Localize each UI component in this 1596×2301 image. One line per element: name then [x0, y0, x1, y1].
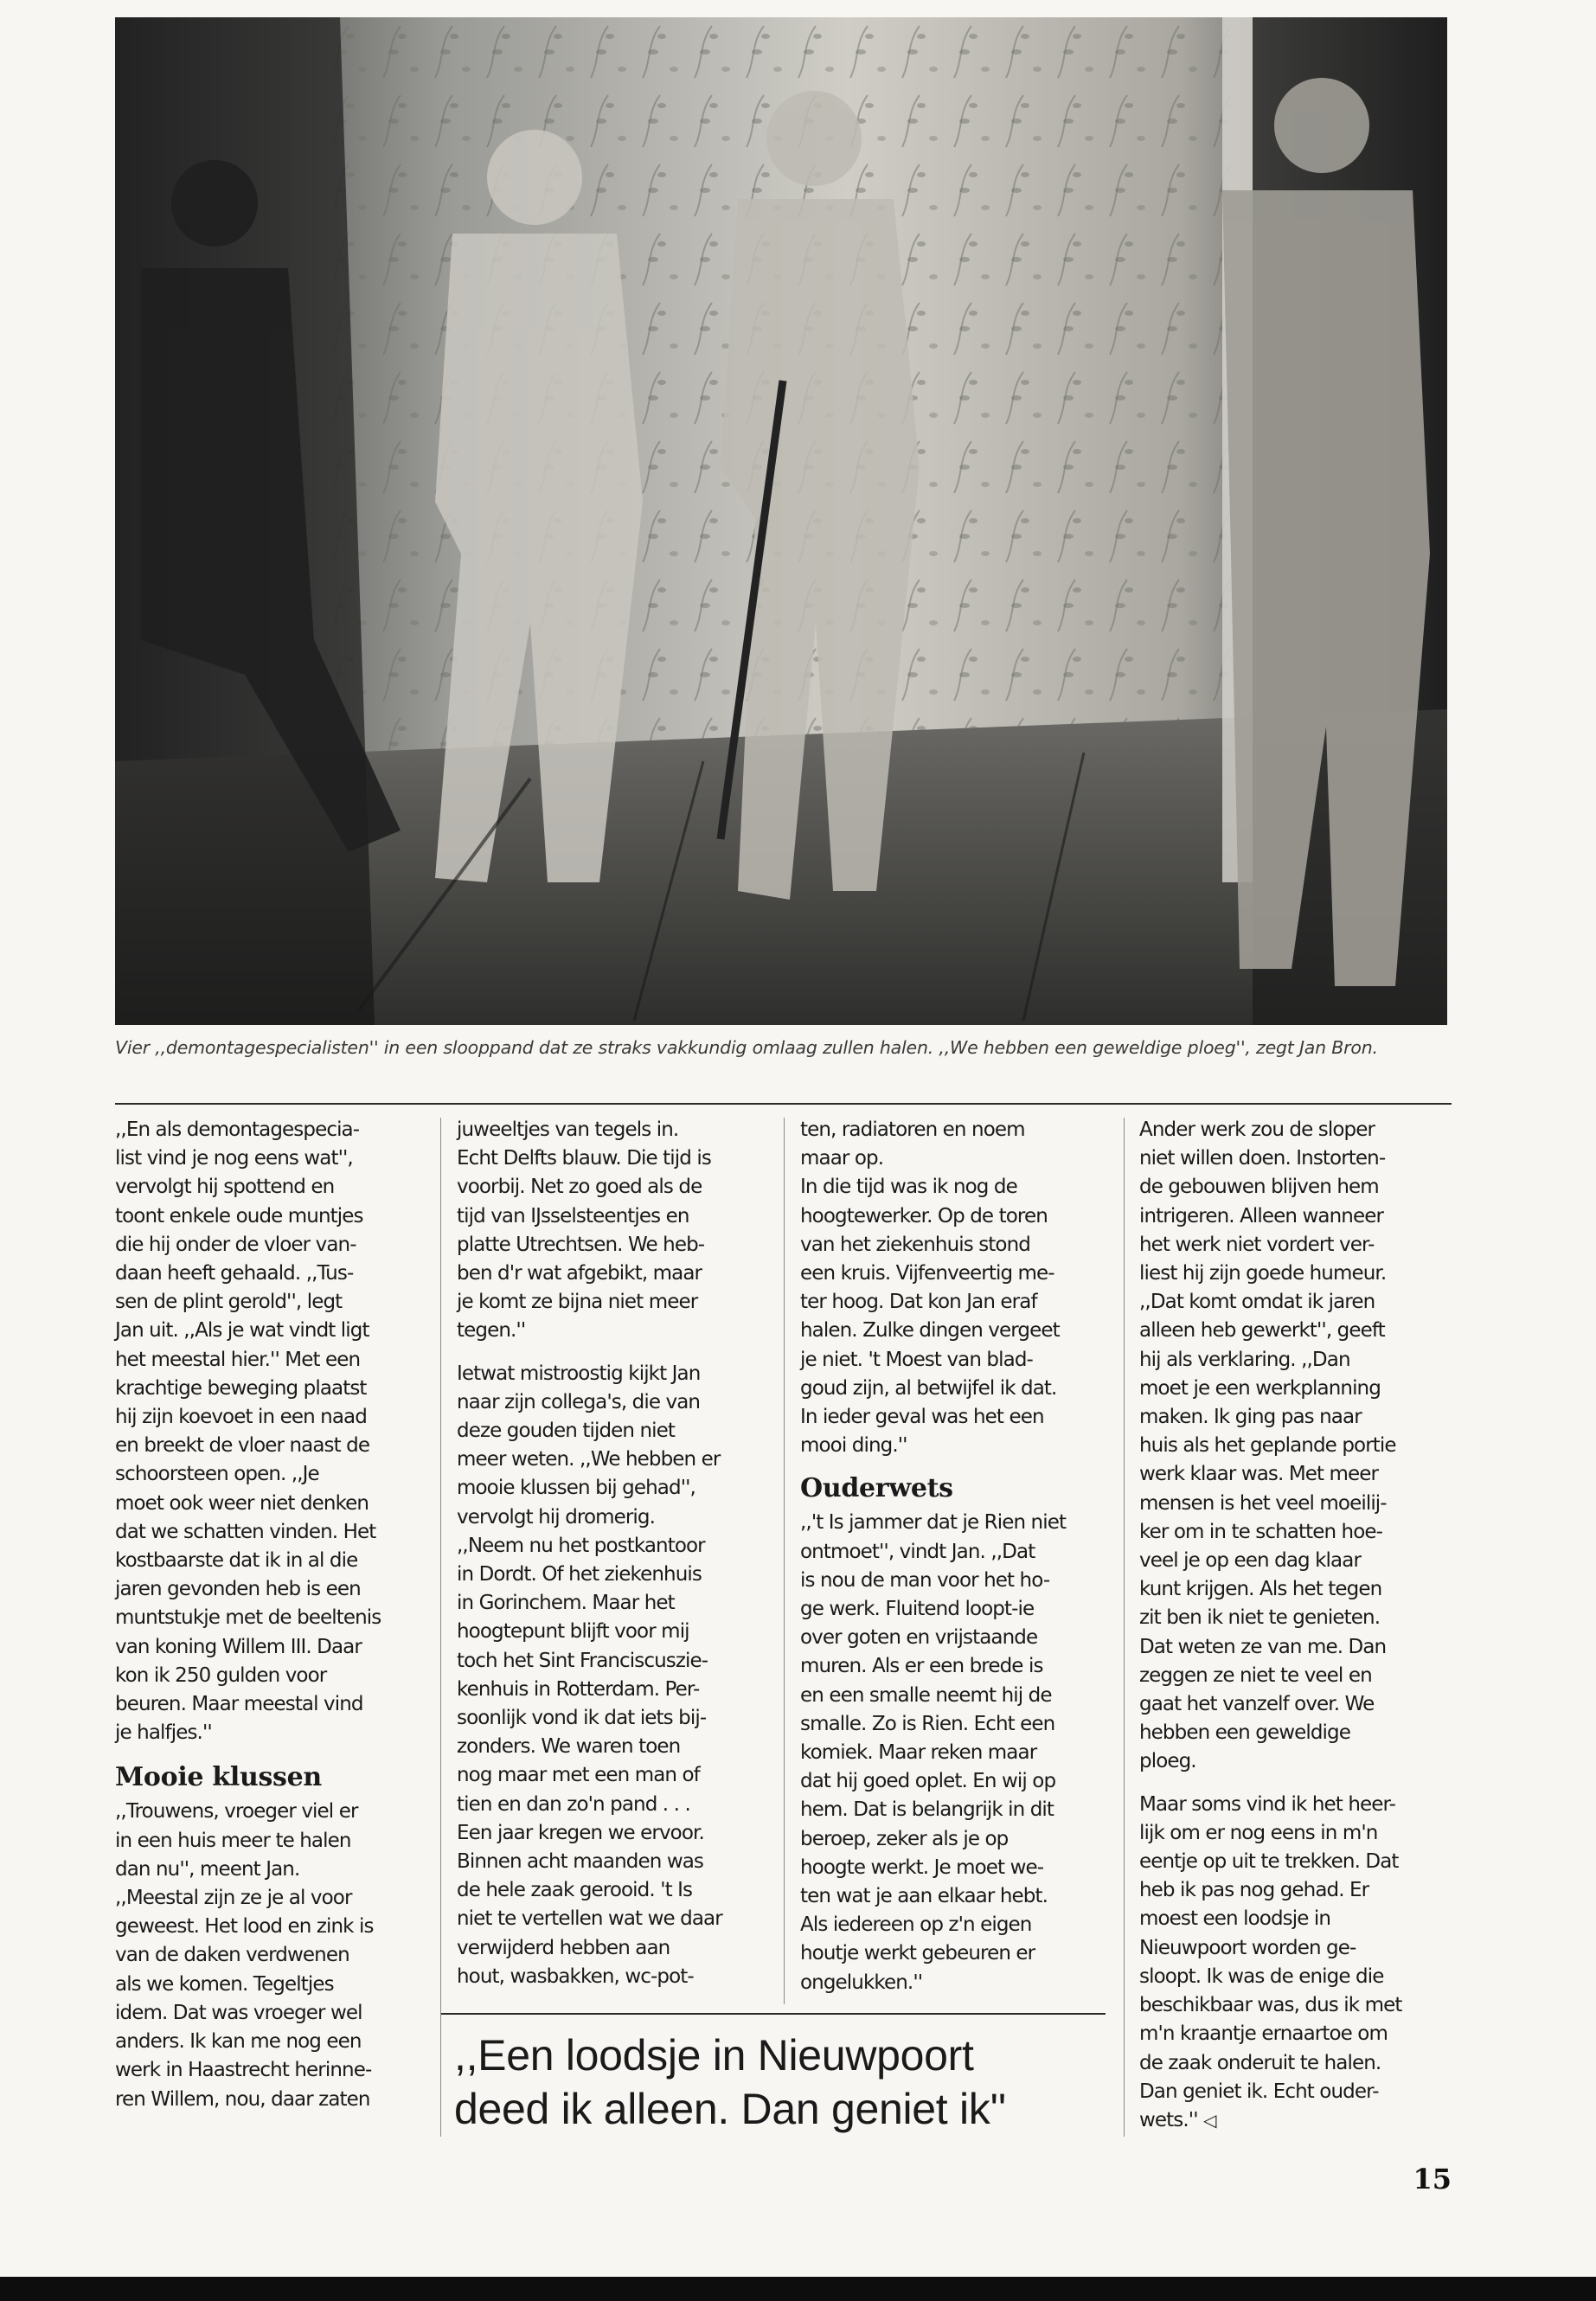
- article-column-3: [800, 1116, 1099, 1997]
- paragraph: ,,Trouwens, vroeger viel er in een huis meer te halen dan nu'', meent Jan. ,,Meestal zijn ze je al voor geweest. Het lood en zink is van de daken verdwenen als we komen. Tegeltjes idem. Dat was vroeger wel anders. Ik kan me nog een werk in Haastrecht herinne- ren Willem, nou, daar zaten: [115, 1800, 374, 2111]
- column-divider: [1124, 1118, 1125, 2137]
- end-mark-icon: ◁: [1203, 2109, 1216, 2131]
- paragraph-text: Maar soms vind ik het heer- lijk om er nog eens in m'n eentje op uit te trekken. Dat heb ik pas nog gehad. Er moest een loodsje in Nieuwpoort worden ge- sloopt. Ik was de enige die beschikbaar was, dus ik met m'n kraantje ernaartoe om de zaak onderuit te halen. Dan geniet ik. Echt ouder- wets.'': [1139, 1792, 1402, 2131]
- article-column-4: [1139, 1116, 1451, 2135]
- pull-quote-rule: [441, 2013, 1106, 2015]
- scan-border: [0, 2277, 1596, 2301]
- section-heading: Ouderwets: [800, 1473, 953, 1504]
- page-number: 15: [1413, 2163, 1452, 2195]
- article-column-2: [457, 1116, 755, 1991]
- paragraph: juweeltjes van tegels in. Echt Delfts blauw. Die tijd is voorbij. Net zo goed als de tijd van IJsselsteentjes en platte Utrechtsen. We heb- ben d'r wat afgebikt, maar je komt ze bijna niet meer tegen.'': [457, 1118, 711, 1343]
- group-photo: [115, 17, 1447, 1025]
- section-heading: Mooie klussen: [115, 1762, 322, 1793]
- paragraph: [1139, 1791, 1451, 2135]
- article-column-1: [115, 1116, 426, 2114]
- paragraph: Ietwat mistroostig kijkt Jan naar zijn collega's, die van deze gouden tijden niet meer weten. ,,We hebben er mooie klussen bij gehad'', vervolgt hij dromerig. ,,Neem nu het postkantoor in Dordt. Of het ziekenhuis in Gorinchem. Maar het hoogtepunt blijft voor mij toch het Sint Franciscuszie- kenhuis in Rotterdam. Per- soonlijk vond ik dat iets bij- zonders. We waren toen nog maar met een man of tien en dan zo'n pand . . . Een jaar kregen we ervoor. Binnen acht maanden was de hele zaak gerooid. 't Is niet te vertellen wat we daar verwijderd hebben aan hout, wasbakken, wc-pot-: [457, 1362, 722, 1988]
- column-divider: [784, 1118, 785, 2004]
- photo-caption: Vier ,,demontagespecialisten'' in een slooppand dat ze straks vakkundig omlaag zullen halen. ,,We hebben een geweldige ploeg'', zegt Jan Bron.: [115, 1037, 1378, 1058]
- photo-illustration: [115, 17, 1447, 1025]
- caption-divider: [115, 1103, 1452, 1105]
- paragraph: Ander werk zou de sloper niet willen doen. Instorten- de gebouwen blijven hem intrigeren. Alleen wanneer het werk niet vordert ver- liest hij zijn goede humeur. ,,Dat komt omdat ik jaren alleen heb gewerkt'', geeft hij als verklaring. ,,Dan moet je een werkplanning maken. Ik ging pas naar huis als het geplande portie werk klaar was. Met meer mensen is het veel moeilij- ker om in te schatten hoe- veel je op een dag klaar kunt krijgen. Als het tegen zit ben ik niet te genieten. Dat weten ze van me. Dan zeggen ze niet te veel en gaat het vanzelf over. We hebben een geweldige ploeg.: [1139, 1118, 1396, 1773]
- paragraph: ,,En als demontagespecia- list vind je nog eens wat'', vervolgt hij spottend en toont enkele oude muntjes die hij onder de vloer van- daan heeft gehaald. ,,Tus- sen de plint gerold'', legt Jan uit. ,,Als je wat vindt ligt het meestal hier.'' Met een krachtige beweging plaatst hij zijn koevoet in een naad en breekt de vloer naast de schoorsteen open. ,,Je moet ook weer niet denken dat we schatten vinden. Het kostbaarste dat ik in al die jaren gevonden heb is een muntstukje met de beeltenis van koning Willem III. Daar kon ik 250 gulden voor beuren. Maar meestal vind je halfjes.'': [115, 1118, 381, 1745]
- paragraph: ten, radiatoren en noem maar op. In die tijd was ik nog de hoogtewerker. Op de toren van het ziekenhuis stond een kruis. Vijfenveertig me- ter hoog. Dat kon Jan eraf halen. Zulke dingen vergeet je niet. 't Moest van blad- goud zijn, al betwijfel ik dat. In ieder geval was het een mooi ding.'': [800, 1118, 1060, 1458]
- pull-quote: ,,Een loodsje in Nieuwpoort deed ik alleen. Dan geniet ik'': [454, 2031, 1006, 2133]
- column-divider: [440, 1118, 441, 2137]
- paragraph: ,,'t Is jammer dat je Rien niet ontmoet'', vindt Jan. ,,Dat is nou de man voor het ho- ge werk. Fluitend loopt-ie over goten en vrijstaande muren. Als er een brede is en een smalle neemt hij de smalle. Zo is Rien. Echt een komiek. Maar reken maar dat hij goed oplet. En wij op hem. Dat is belangrijk in dit beroep, zeker als je op hoogte werkt. Je moet we- ten wat je aan elkaar hebt. Als iedereen op z'n eigen houtje werkt gebeuren er ongelukken.'': [800, 1511, 1067, 1994]
